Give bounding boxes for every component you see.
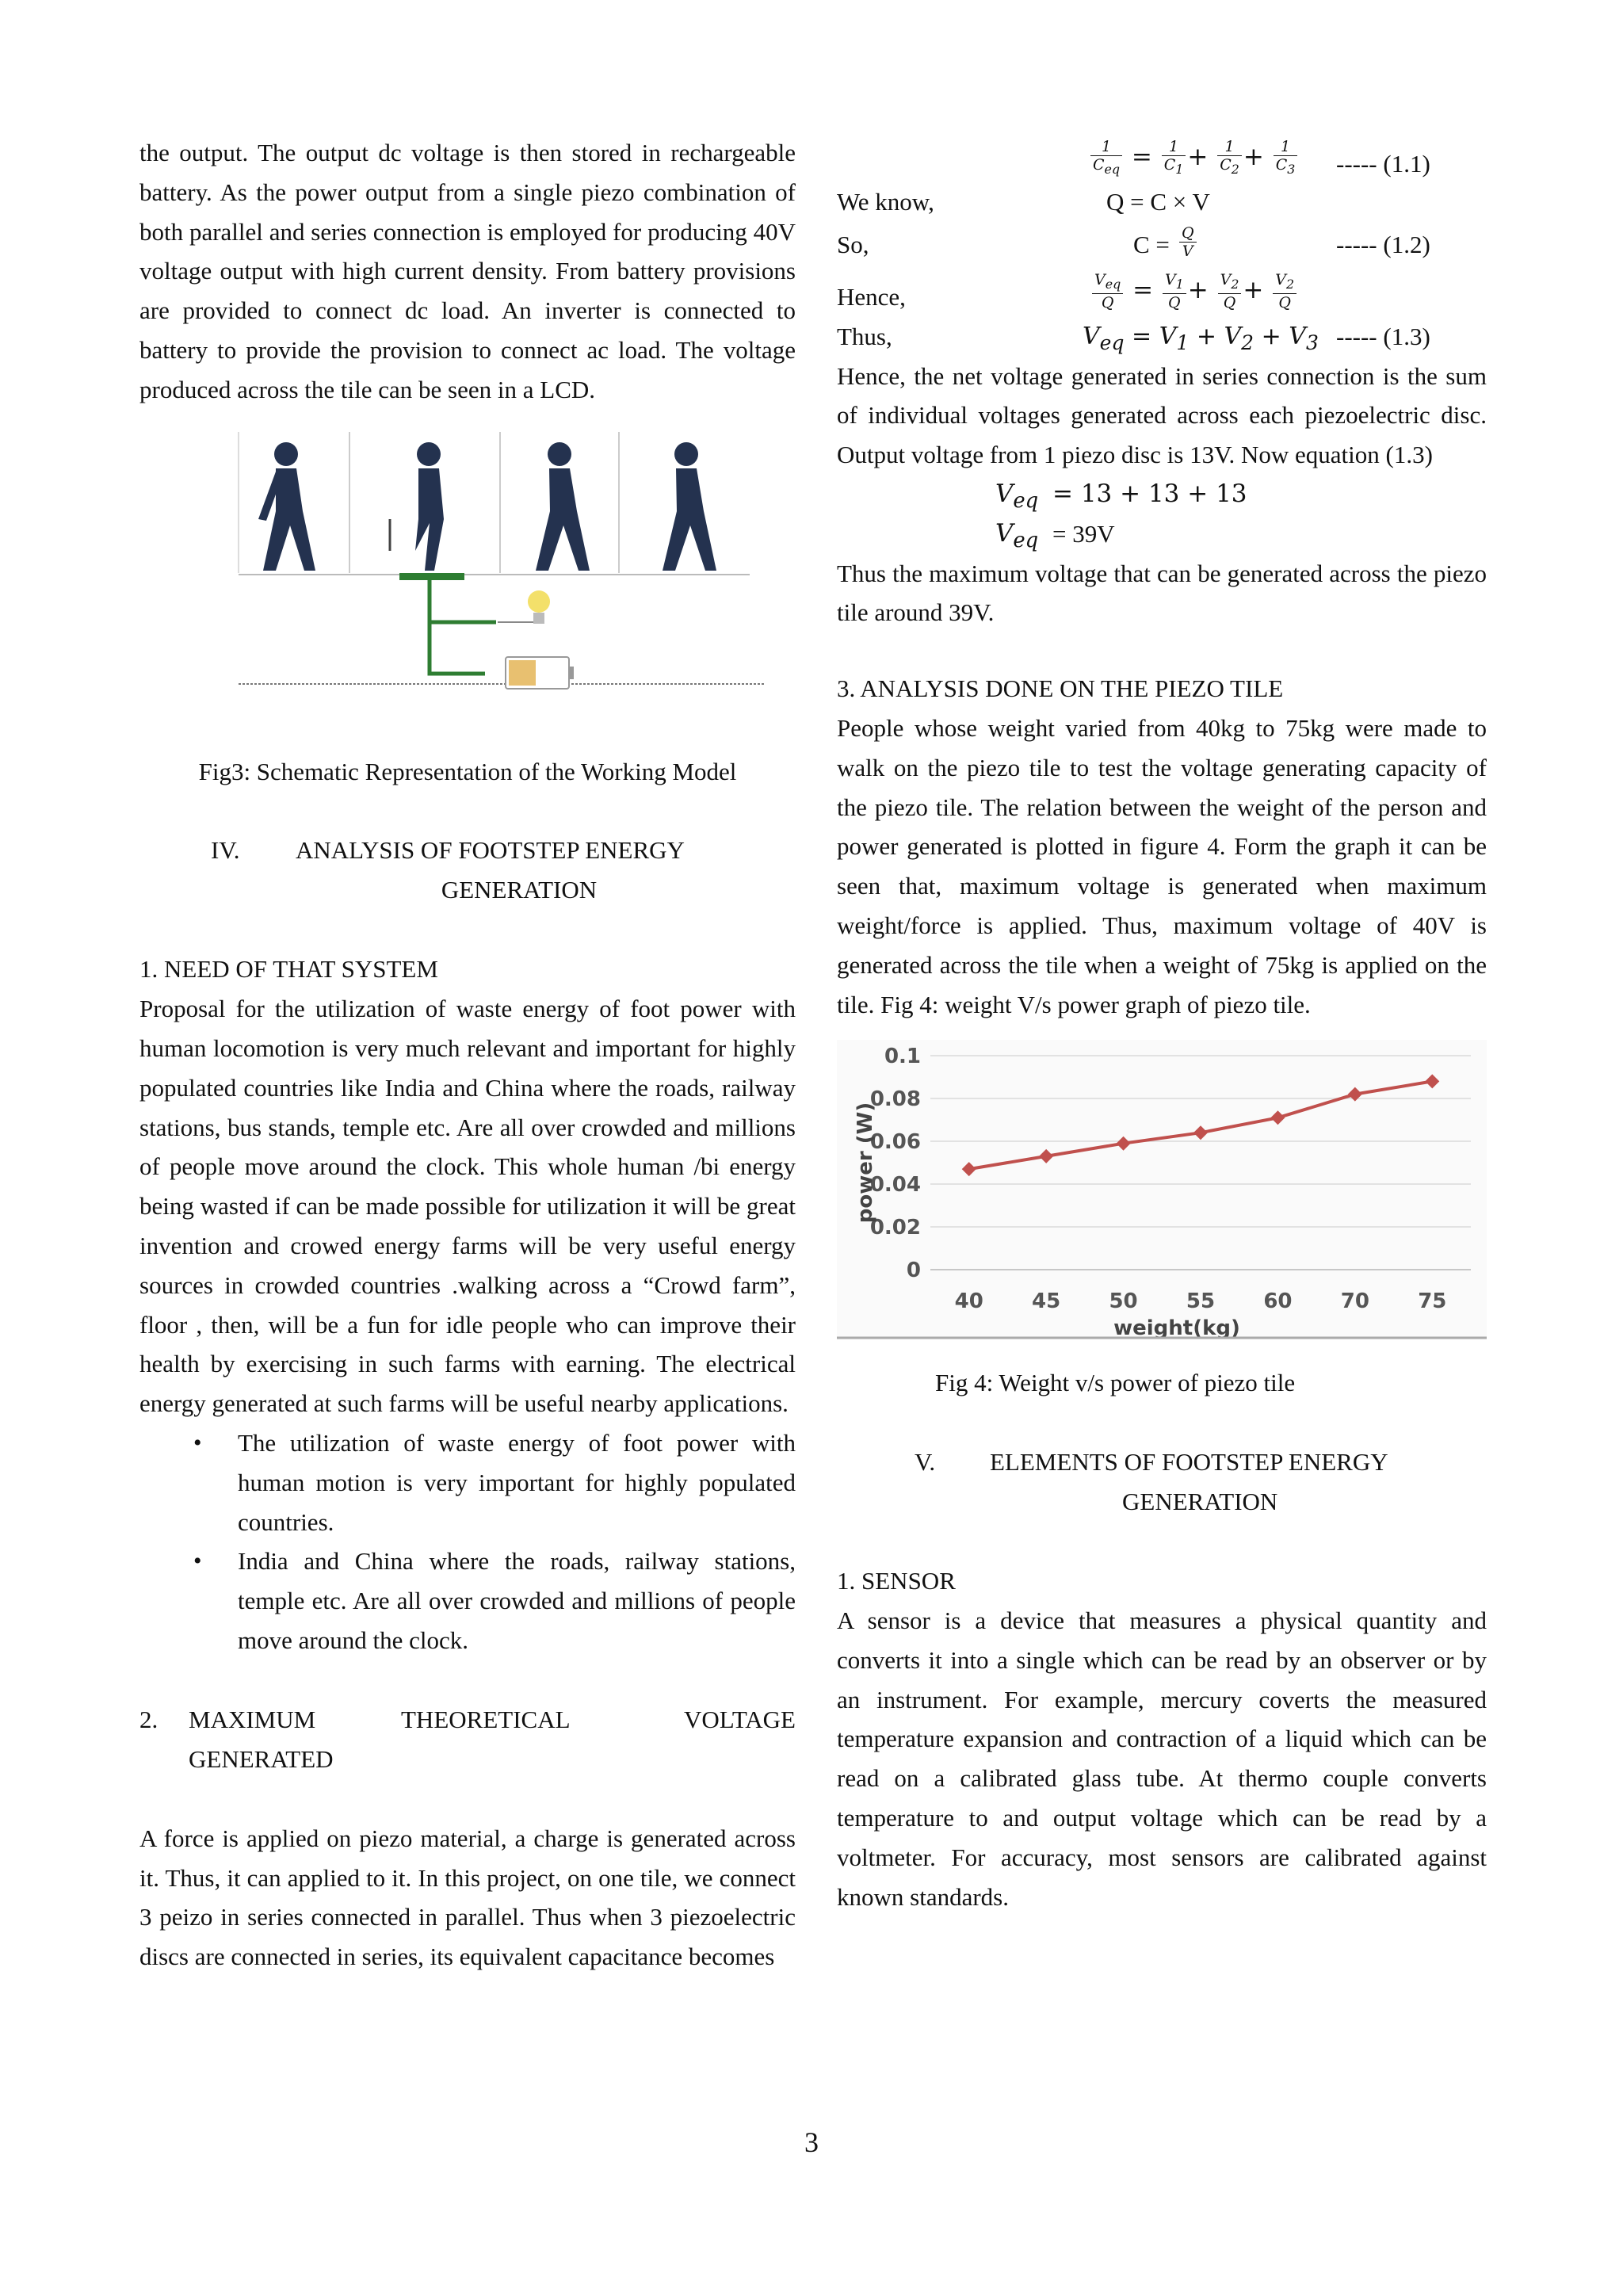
walker-figure-2 xyxy=(415,442,444,571)
subsection-2-word: MAXIMUM xyxy=(189,1705,316,1733)
walker-figure-3 xyxy=(536,442,590,571)
section-4-number: IV. xyxy=(211,836,240,865)
equation-1-2-fraction: $\frac{Q}{V}$ xyxy=(1178,222,1198,262)
veq-result: = 39V xyxy=(1052,519,1115,548)
bullet-item: • India and China where the roads, railway stations, temple etc. Are all over crowded and millions of people move around the clock. xyxy=(238,1541,796,1660)
equation-1-1 xyxy=(837,135,1487,182)
thus-label: Thus, xyxy=(837,322,892,350)
y-tick-label: 0.1 xyxy=(884,1045,921,1069)
power-vs-weight-chart xyxy=(837,1040,1487,1339)
x-tick-label: 50 xyxy=(1109,1289,1138,1314)
veq-result-row xyxy=(837,514,1487,554)
y-tick-label: 0 xyxy=(906,1259,921,1283)
y-tick-label: 0.06 xyxy=(869,1130,921,1155)
equation-1-2-prefix: C = xyxy=(1133,230,1170,258)
x-tick-label: 55 xyxy=(1186,1289,1216,1314)
x-axis-label: weight(kg) xyxy=(1113,1316,1240,1340)
x-tick-label: 70 xyxy=(1340,1289,1369,1314)
section-4-title-line2: GENERATION xyxy=(441,876,598,904)
right-column xyxy=(837,135,1487,1916)
max-voltage-conclusion: Thus the maximum voltage that can be generated across the piezo tile around 39V. xyxy=(837,559,1487,627)
x-tick-label: 40 xyxy=(954,1289,983,1314)
figure-4-chart xyxy=(837,1040,1487,1339)
working-model-schematic xyxy=(139,432,796,753)
x-tick-label: 60 xyxy=(1263,1289,1293,1314)
y-tick-label: 0.02 xyxy=(869,1216,921,1240)
subsection-2-number: 2. xyxy=(139,1705,158,1733)
intro-paragraph: the output. The output dc voltage is then stored in rechargeable battery. As the power output from a single piezo combination of both parallel and series connection is employed for producing 40V voltage output with high current density. From battery provisions are provided to connect dc load. An inverter is connected to battery to provide the provision to connect ac load. The voltage produced across the tile can be seen in a LCD. xyxy=(139,139,796,403)
we-know-label: We know, xyxy=(837,188,934,216)
series-paragraph: Hence, the net voltage generated in series connection is the sum of individual voltages generated across each piezoelectric disc. Output voltage from 1 piezo disc is 13V. Now equation (1.3) xyxy=(837,361,1487,469)
equation-1-3-tag: ----- (1.3) xyxy=(1336,322,1430,350)
subsection-2-word: VOLTAGE xyxy=(683,1705,796,1733)
y-tick-label: 0.08 xyxy=(869,1087,921,1112)
veq-sum-row xyxy=(837,475,1487,514)
section-5-heading xyxy=(837,1442,1487,1522)
hence-label: Hence, xyxy=(837,282,906,311)
subsection-1-title: 1. NEED OF THAT SYSTEM xyxy=(139,955,438,984)
equation-1-3 xyxy=(837,317,1487,357)
veq-sum: = 13 + 13 + 13 xyxy=(1052,479,1247,508)
equation-1-3-expression: $V_{eq} = V_1 + V_2 + V_3$ xyxy=(1083,322,1319,354)
section-5-title-line2: GENERATION xyxy=(1122,1488,1278,1516)
veq-symbol: $V_{eq}$ xyxy=(995,518,1039,552)
equation-1-2 xyxy=(837,222,1487,266)
subsection-2-word: THEORETICAL xyxy=(401,1705,571,1733)
sensor-title: 1. SENSOR xyxy=(837,1567,956,1595)
piezo-tile xyxy=(399,573,464,580)
section-4-title-line1: ANALYSIS OF FOOTSTEP ENERGY xyxy=(296,836,685,865)
equation-hence-expression: $\frac{V_{eq}}{Q}$ = $\frac{V_1}{Q}$ + $\frac{V_2}{Q}$ + $\frac{V_2}{Q}$ xyxy=(1090,271,1298,311)
max-voltage-paragraph: A force is applied on piezo material, a charge is generated across it. Thus, it can applied to it. In this project, on one tile, we connect 3 peizo in series connected in parallel. Thus when 3 piezoelectric discs are connected in series, its equivalent capacitance becomes xyxy=(139,1824,796,1971)
figure-4-caption: Fig 4: Weight v/s power of piezo tile xyxy=(935,1369,1296,1397)
y-tick-label: 0.04 xyxy=(869,1173,921,1198)
walker-figure-1 xyxy=(258,442,315,571)
left-column xyxy=(139,133,796,1977)
equation-qcv: Q = C × V xyxy=(1106,188,1210,216)
page-number: 3 xyxy=(804,2126,819,2158)
bulb-icon xyxy=(528,590,550,624)
chart-background xyxy=(837,1040,1487,1339)
equation-1-1-tag: ----- (1.1) xyxy=(1336,150,1430,178)
x-tick-label: 75 xyxy=(1418,1289,1447,1314)
section-4-heading xyxy=(139,831,796,910)
equation-qcv-row xyxy=(837,182,1487,222)
section-5-title-line1: ELEMENTS OF FOOTSTEP ENERGY xyxy=(990,1448,1388,1477)
walker-figure-4 xyxy=(663,442,716,571)
section-5-number: V. xyxy=(915,1448,936,1477)
figure-3-caption: Fig3: Schematic Representation of the Working Model xyxy=(198,757,737,785)
sensor-paragraph: A sensor is a device that measures a physical quantity and converts it into a single which can be read by an observer or by an instrument. For example, mercury coverts the measured temperature expansion and contraction of a liquid which can be read on a calibrated glass tube. At thermo couple converts temperature to and output voltage which can be read by a voltmeter. For accuracy, most sensors are calibrated against known standards. xyxy=(837,1606,1487,1911)
subsection-2-title xyxy=(139,1700,796,1779)
y-axis-label: power (W) xyxy=(854,1102,877,1224)
subsection-3-title: 3. ANALYSIS DONE ON THE PIEZO TILE xyxy=(837,674,1284,703)
analysis-paragraph: People whose weight varied from 40kg to 75kg were made to walk on the piezo tile to test the voltage generating capacity of the piezo tile. The relation between the weight of the person and power generated is plotted in figure 4. Form the graph it can be seen that, maximum voltage is generated when maximum weight/force is applied. Thus, maximum voltage of 40V is generated across the tile when a weight of 75kg is applied on the tile. Fig 4: weight V/s power graph of piezo tile. xyxy=(837,713,1487,1018)
subsection-2-word: GENERATED xyxy=(189,1744,334,1773)
veq-symbol: $V_{eq}$ xyxy=(995,479,1039,514)
battery-icon xyxy=(506,657,574,689)
x-tick-label: 45 xyxy=(1032,1289,1061,1314)
bullet-item: • The utilization of waste energy of foot power with human motion is very important for highly populated countries. xyxy=(238,1423,796,1541)
so-label: So, xyxy=(837,230,869,258)
need-paragraph: Proposal for the utilization of waste energy of foot power with human locomotion is very much relevant and important for highly populated countries like India and China where the roads, railway stations, bus stands, temple etc. Are all over crowded and millions of people move around the clock. This whole human /bi energy being wasted if can be made possible for utilization it will be great invention and crowed energy farms will be very useful energy sources in crowded countries .walking across a “Crowd farm”, floor , then, will be a fun for idle people who can improve their health by exercising in such farms with earning. The electrical energy generated at such farms will be useful nearby applications. xyxy=(139,995,796,1418)
equation-hence-row xyxy=(837,266,1487,317)
equation-1-2-tag: ----- (1.2) xyxy=(1336,230,1430,258)
equation-1-1-expression: $\frac{1}{C_{eq}}$ = $\frac{1}{C_1}$ + $\frac{1}{C_2}$ + $\frac{1}{C_3}$ xyxy=(1089,138,1299,178)
bullet-list xyxy=(139,1423,796,1660)
figure-3 xyxy=(139,432,796,753)
